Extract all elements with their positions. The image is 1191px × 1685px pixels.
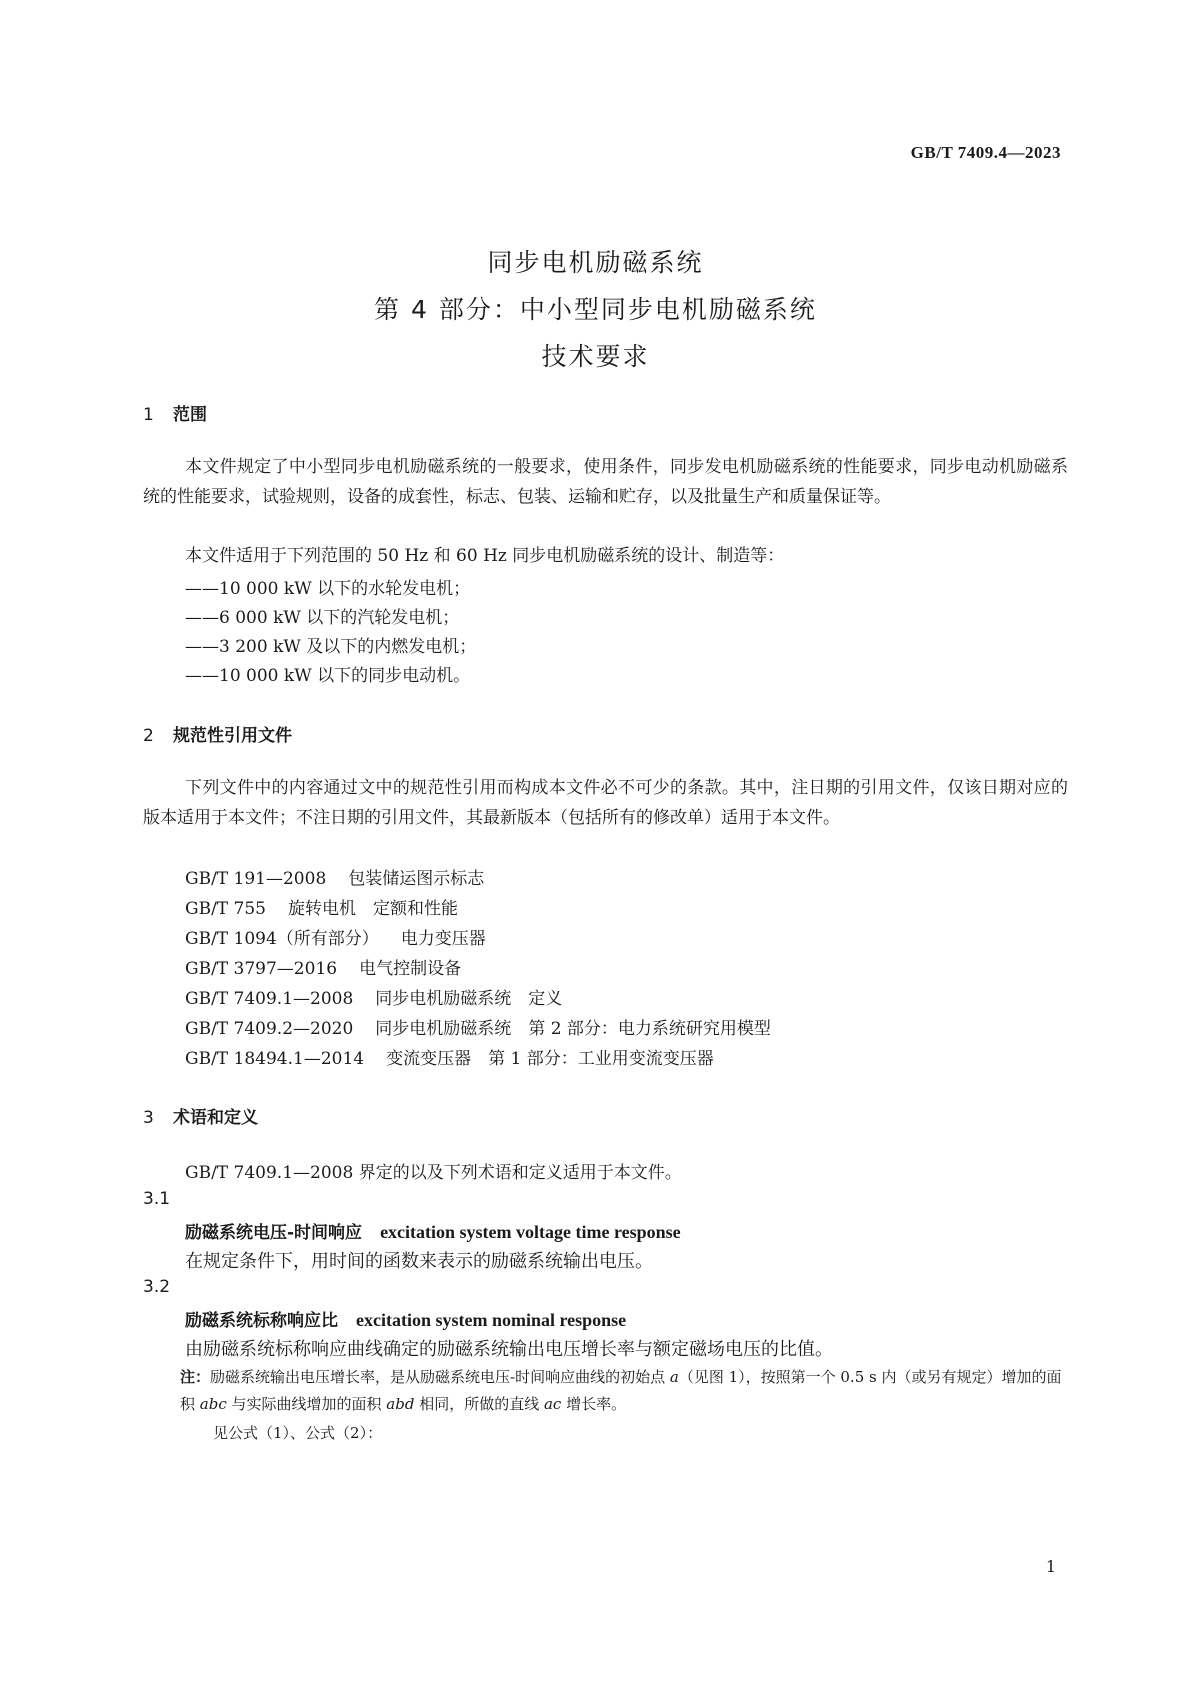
note-text: 相同，所做的直线: [414, 1395, 544, 1413]
reference-title: 包装储运图示标志: [348, 869, 485, 889]
reference-title: 电气控制设备: [359, 959, 462, 979]
reference-title: 同步电机励磁系统 定义: [375, 989, 563, 1009]
reference-code: GB/T 7409.2—2020: [185, 1019, 354, 1039]
term-3-1-zh: 励磁系统电压-时间响应: [185, 1223, 363, 1243]
title-line-3: 技术要求: [541, 342, 650, 371]
section-3-heading: [143, 1103, 258, 1128]
section-2-heading: [143, 721, 292, 746]
reference-item: [185, 1014, 771, 1039]
note-var-abd: abd: [386, 1395, 415, 1413]
section-1-heading: [143, 400, 207, 425]
page-number: 1: [1045, 1557, 1056, 1576]
reference-code: GB/T 191—2008: [185, 869, 327, 889]
term-3-2-definition: 由励磁系统标称响应曲线确定的励磁系统输出电压增长率与额定磁场电压的比值。: [185, 1339, 833, 1360]
term-3-2-number: 3.2: [143, 1277, 171, 1297]
note-text: （见图 1），按照第一个 0.5 s 内（或另有规定）增加的面积: [180, 1368, 1062, 1413]
reference-code: GB/T 755: [185, 899, 266, 919]
reference-title: 同步电机励磁系统 第 2 部分：电力系统研究用模型: [375, 1019, 771, 1039]
note-text: 励磁系统输出电压增长率，是从励磁系统电压-时间响应曲线的初始点: [210, 1368, 670, 1386]
standard-code: GB/T 7409.4—2023: [910, 143, 1061, 162]
reference-title: 变流变压器 第 1 部分：工业用变流变压器: [386, 1049, 714, 1069]
formula-reference: 见公式（1）、公式（2）：: [213, 1424, 383, 1442]
term-3-1-en: excitation system voltage time response: [380, 1222, 681, 1242]
reference-code: GB/T 7409.1—2008: [185, 989, 354, 1009]
term-3-2-heading: [185, 1306, 626, 1331]
reference-title: 电力变压器: [400, 929, 486, 949]
section-3-intro: GB/T 7409.1—2008 界定的以及下列术语和定义适用于本文件。: [185, 1163, 682, 1183]
note-var-a: a: [669, 1368, 679, 1386]
reference-title: 旋转电机 定额和性能: [288, 899, 458, 919]
note-text: 与实际曲线增加的面积: [226, 1395, 387, 1413]
reference-code: GB/T 3797—2016: [185, 959, 338, 979]
note-label: 注：: [180, 1368, 211, 1386]
reference-item: [185, 924, 486, 949]
term-3-2-zh: 励磁系统标称响应比: [185, 1311, 338, 1331]
section-3-number: 3: [143, 1108, 154, 1128]
section-1-paragraph-2: 本文件适用于下列范围的 50 Hz 和 60 Hz 同步电机励磁系统的设计、制造等：: [185, 546, 785, 566]
reference-code: GB/T 18494.1—2014: [185, 1049, 365, 1069]
reference-code: GB/T 1094（所有部分）: [185, 929, 379, 949]
term-3-1-heading: [185, 1218, 681, 1243]
section-1-paragraph-1: 本文件规定了中小型同步电机励磁系统的一般要求，使用条件，同步发电机励磁系统的性能要求，同步电动机励磁系统的性能要求，试验规则，设备的成套性，标志、包装、运输和贮存，以及批量生产和质量保证等。: [143, 457, 1068, 507]
note-var-ac: ac: [543, 1395, 562, 1413]
note-var-abc: abc: [199, 1395, 227, 1413]
section-3-title: 术语和定义: [173, 1108, 258, 1128]
section-1-title: 范围: [173, 405, 207, 425]
scope-item: ——3 200 kW 及以下的内燃发电机；: [185, 637, 477, 657]
term-3-2-en: excitation system nominal response: [356, 1310, 627, 1330]
scope-item: ——6 000 kW 以下的汽轮发电机；: [185, 608, 460, 628]
reference-item: [185, 954, 461, 979]
section-2-paragraph: 下列文件中的内容通过文中的规范性引用而构成本文件必不可少的条款。其中，注日期的引用文件，仅该日期对应的版本适用于本文件；不注日期的引用文件，其最新版本（包括所有的修改单）适用于本文件。: [143, 778, 1068, 828]
note: [180, 1364, 1068, 1418]
reference-item: [185, 864, 484, 889]
title-line-1: 同步电机励磁系统: [487, 248, 704, 277]
reference-item: [185, 894, 458, 919]
scope-item: ——10 000 kW 以下的同步电动机。: [185, 666, 471, 686]
term-3-1-definition: 在规定条件下，用时间的函数来表示的励磁系统输出电压。: [185, 1251, 653, 1272]
reference-item: [185, 984, 562, 1009]
section-2-title: 规范性引用文件: [173, 726, 292, 746]
reference-item: [185, 1044, 714, 1069]
title-line-2: 第 4 部分：中小型同步电机励磁系统: [374, 295, 817, 324]
note-text: 增长率。: [561, 1395, 627, 1413]
scope-item: ——10 000 kW 以下的水轮发电机；: [185, 579, 471, 599]
section-2-number: 2: [143, 726, 154, 746]
section-1-number: 1: [143, 405, 154, 425]
term-3-1-number: 3.1: [143, 1189, 171, 1209]
